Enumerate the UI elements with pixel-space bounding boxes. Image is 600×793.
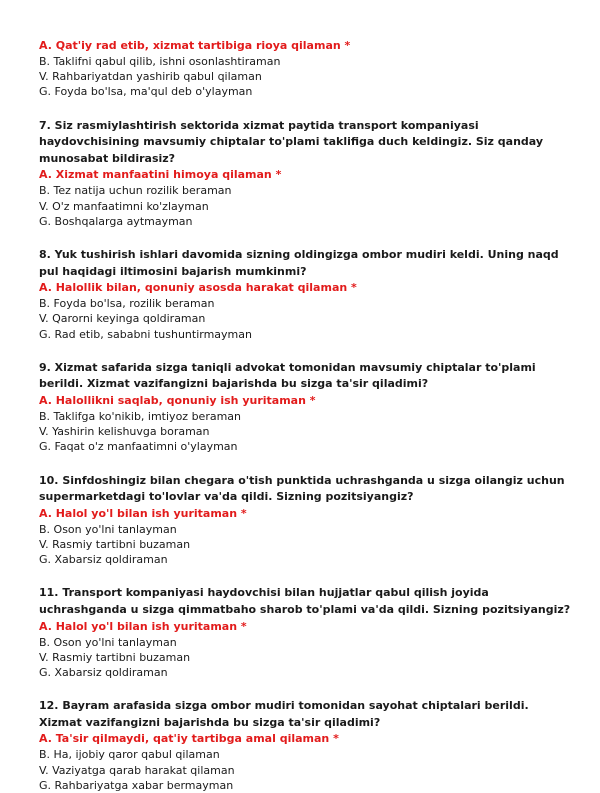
answer-option: B. Tez natija uchun rozilik beraman — [39, 184, 232, 198]
question-text: Xizmat vazifangizni bajarishda bu sizga ta'sir qiladimi? — [39, 715, 381, 729]
question-text: 12. Bayram arafasida sizga ombor mudiri tomonidan sayohat chiptalari berildi. — [39, 699, 529, 713]
correct-answer: A. Halol yo'l bilan ish yuritaman * — [39, 619, 247, 633]
answer-option: V. Rahbariyatdan yashirib qabul qilaman — [39, 70, 262, 84]
question-block — [39, 473, 565, 568]
answer-option: G. Xabarsiz qoldiraman — [39, 665, 168, 679]
question-text: 7. Siz rasmiylashtirish sektorida xizmat paytida transport kompaniyasi — [39, 118, 479, 132]
question-text: haydovchisining mavsumiy chiptalar to'plami taklifiga duch keldingiz. Siz qanday — [39, 135, 544, 149]
question-text: uchrashganda u sizga qimmatbaho sharob to'plami va'da qildi. Sizning pozitsiyangiz? — [39, 602, 571, 616]
answer-option: V. O'z manfaatimni ko'zlayman — [39, 199, 209, 213]
answer-option: G. Rad etib, sababni tushuntirmayman — [39, 327, 252, 341]
correct-answer: A. Qat'iy rad etib, xizmat tartibiga rioya qilaman * — [39, 39, 351, 52]
correct-answer: A. Halollik bilan, qonuniy asosda harakat qilaman * — [39, 281, 357, 295]
question-text: 9. Xizmat safarida sizga taniqli advokat tomonidan mavsumiy chiptalar to'plami — [39, 360, 536, 374]
question-text: munosabat bildirasiz? — [39, 151, 176, 165]
answer-option: B. Ha, ijobiy qaror qabul qilaman — [39, 748, 220, 762]
question-text: 11. Transport kompaniyasi haydovchisi bilan hujjatlar qabul qilish joyida — [39, 586, 489, 600]
question-block — [39, 247, 560, 342]
correct-answer: A. Halol yo'l bilan ish yuritaman * — [39, 506, 247, 520]
correct-answer: A. Halollikni saqlab, qonuniy ish yuritaman * — [39, 393, 316, 407]
answer-option: G. Faqat o'z manfaatimni o'ylayman — [39, 440, 238, 454]
answer-option: G. Boshqalarga aytmayman — [39, 214, 193, 228]
question-text: 10. Sinfdoshingiz bilan chegara o'tish punktida uchrashganda u sizga oilangiz uchun — [39, 473, 565, 487]
answer-option: G. Rahbariyatga xabar bermayman — [39, 778, 234, 792]
question-text: supermarketdagi to'lovlar va'da qildi. Sizning pozitsiyangiz? — [39, 490, 414, 504]
question-block — [39, 585, 571, 680]
question-text: pul haqidagi iltimosini bajarish mumkinmi? — [39, 264, 307, 278]
answer-option: B. Taklifni qabul qilib, ishni osonlashtiraman — [39, 55, 281, 68]
correct-answer: A. Xizmat manfaatini himoya qilaman * — [39, 168, 282, 182]
answer-option: V. Rasmiy tartibni buzaman — [39, 650, 191, 664]
correct-answer: A. Ta'sir qilmaydi, qat'iy tartibga amal qilaman * — [39, 732, 339, 746]
question-block — [39, 38, 560, 100]
question-text: 8. Yuk tushirish ishlari davomida sizning oldingizga ombor mudiri keldi. Uning naqd — [39, 248, 559, 261]
answer-option: V. Yashirin kelishuvga boraman — [39, 425, 210, 439]
question-text: berildi. Xizmat vazifangizni bajarishda bu sizga ta'sir qiladimi? — [39, 377, 429, 391]
answer-option: G. Xabarsiz qoldiraman — [39, 553, 168, 567]
answer-option: B. Taklifga ko'nikib, imtiyoz beraman — [39, 409, 242, 423]
answer-option: B. Oson yo'lni tanlayman — [39, 635, 177, 649]
question-block — [39, 360, 560, 455]
question-block — [39, 118, 560, 229]
answer-option: G. Foyda bo'lsa, ma'qul deb o'ylayman — [39, 85, 253, 99]
answer-option: V. Qarorni keyinga qoldiraman — [39, 312, 206, 326]
question-block — [39, 698, 560, 793]
answer-option: B. Oson yo'lni tanlayman — [39, 522, 177, 536]
answer-option: B. Foyda bo'lsa, rozilik beraman — [39, 297, 215, 311]
answer-option: V. Rasmiy tartibni buzaman — [39, 537, 191, 551]
answer-option: V. Vaziyatga qarab harakat qilaman — [39, 763, 235, 777]
